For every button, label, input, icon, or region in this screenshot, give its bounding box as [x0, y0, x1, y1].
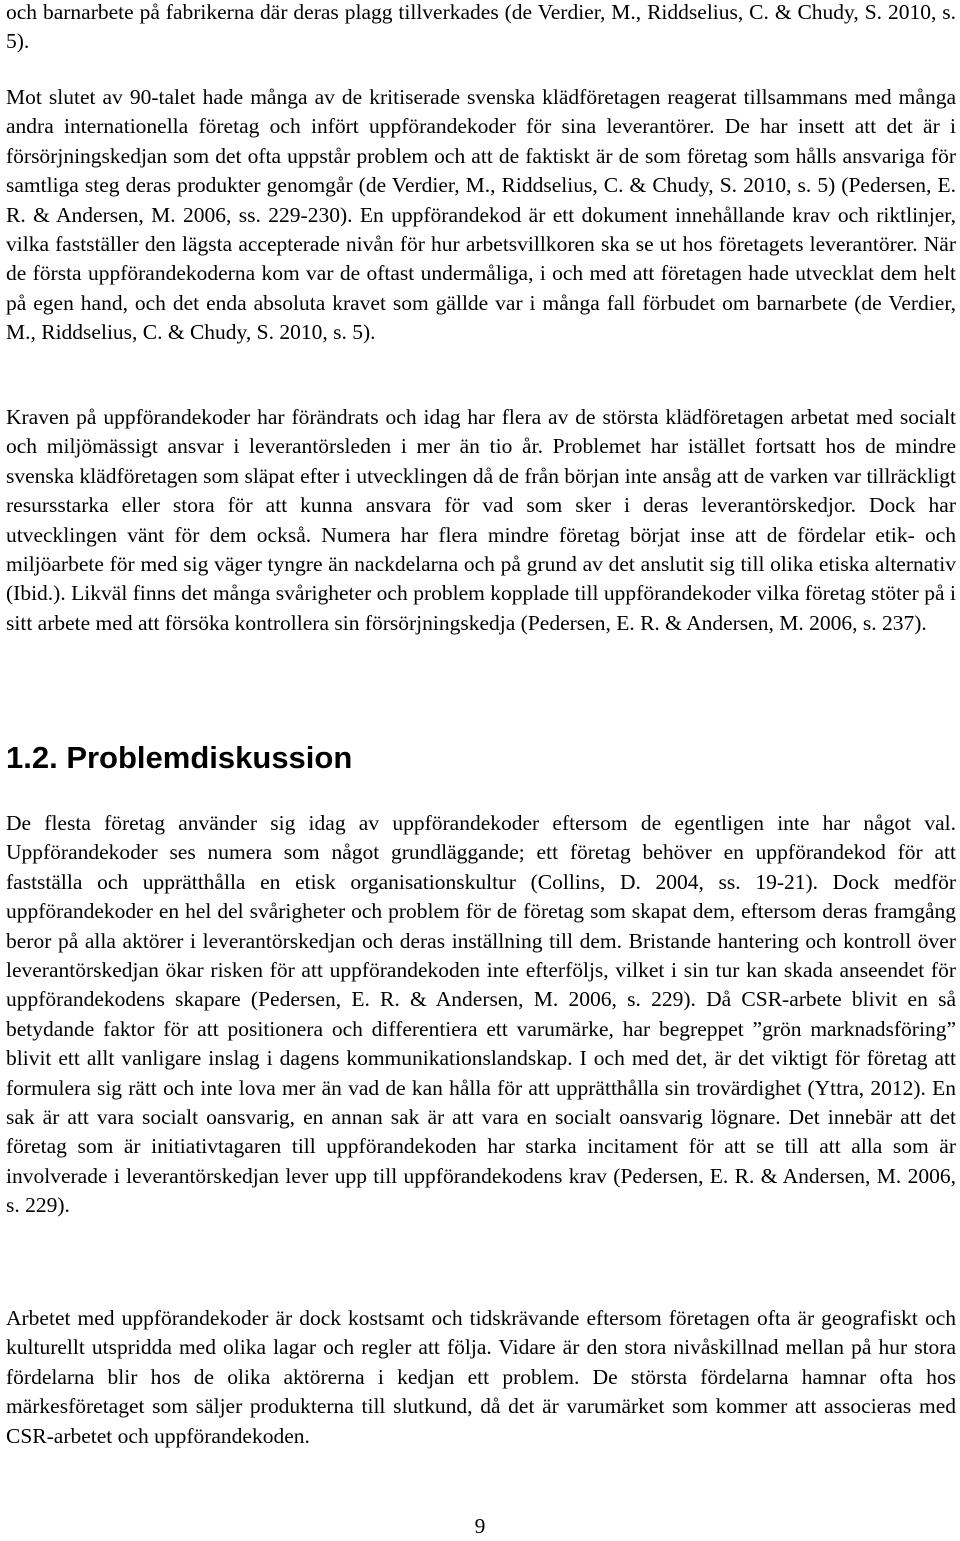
section-paragraph: Arbetet med uppförandekoder är dock kostsamt och tidskrävande eftersom företagen ofta är geografiskt och kulturellt utspridda med olika lagar och regler att följa. Vidare är den stora nivåskillnad mellan på hur stora fördelarna blir hos de olika aktörerna i kedjan ett problem. De största fördelarna hamnar ofta hos märkesföretaget som säljer produkterna till slutkund, då det är varumärket som kommer att associeras med CSR-arbetet och uppförandekoden.	[6, 1306, 956, 1448]
section-heading: 1.2. Problemdiskussion	[6, 740, 353, 775]
page-number: 9	[474, 1514, 486, 1538]
body-paragraph: Kraven på uppförandekoder har förändrats och idag har flera av de största klädföretagen arbetat med socialt och miljömässigt ansvar i leverantörsleden i mer än tio år. Problemet har istället fortsatt hos de mindre svenska klädföretagen som släpat efter i utvecklingen då de från början inte ansåg att de varken var tillräckligt resursstarka eller stora för att kunna ansvara för vad som sker i deras leverantörskedjor. Dock har utvecklingen vänt för dem också. Numera har flera mindre företag börjat inse att de fördelar etik- och miljöarbete för med sig väger tyngre än nackdelarna och på grund av det anslutit sig till olika etiska alternativ (Ibid.). Likväl finns det många svårigheter och problem kopplade till uppförandekoder vilka företag stöter på i sitt arbete med att försöka kontrollera sin försörjningskedja (Pedersen, E. R. & Andersen, M. 2006, s. 237).	[6, 405, 956, 635]
body-paragraph-continuation: och barnarbete på fabrikerna där deras plagg tillverkades (de Verdier, M., Riddselius, C. & Chudy, S. 2010, s. 5).	[6, 0, 956, 54]
body-paragraph: Mot slutet av 90-talet hade många av de kritiserade svenska klädföretagen reagerat tillsammans med många andra internationella företag och infört uppförandekoder för sina leverantörer. De har insett att det är i försörjningskedjan som det ofta uppstår problem och att de faktiskt är de som företag som hålls ansvariga för samtliga steg deras produkter genomgår (de Verdier, M., Riddselius, C. & Chudy, S. 2010, s. 5) (Pedersen, E. R. & Andersen, M. 2006, ss. 229-230). En uppförandekod är ett dokument innehållande krav och riktlinjer, vilka fastställer den lägsta accepterade nivån för hur arbetsvillkoren ska se ut hos företagets leverantörer. När de första uppförandekoderna kom var de oftast undermåliga, i och med att företagen hade utvecklat dem helt på egen hand, och det enda absoluta kravet som gällde var i många fall förbudet om barnarbete (de Verdier, M., Riddselius, C. & Chudy, S. 2010, s. 5).	[6, 85, 956, 345]
section-paragraph: De flesta företag använder sig idag av uppförandekoder eftersom de egentligen inte har något val. Uppförandekoder ses numera som något grundläggande; ett företag behöver en uppförandekod för att fastställa och upprätthålla en etisk organisationskultur (Collins, D. 2004, ss. 19-21). Dock medför uppförandekoder en hel del svårigheter och problem för de företag som skapat dem, eftersom deras framgång beror på alla aktörer i leverantörskedjan och deras inställning till dem. Bristande hantering och kontroll över leverantörskedjan ökar risken för att uppförandekoden inte efterföljs, vilket i sin tur kan skada anseendet för uppförandekodens skapare (Pedersen, E. R. & Andersen, M. 2006, s. 229). Då CSR-arbete blivit en så betydande faktor för att positionera och differentiera ett varumärke, har begreppet ”grön marknadsföring” blivit ett allt vanligare inslag i dagens kommunikationslandskap. I och med det, är det viktigt för företag att formulera sig rätt och inte lova mer än vad de kan hålla för att upprätthålla sin trovärdighet (Yttra, 2012). En sak är att vara socialt oansvarig, en annan sak är att vara en socialt oansvarig lögnare. Det innebär att det företag som är initiativtagaren till uppförandekoden har starka incitament för att se till att alla som är involverade i leverantörskedjan lever upp till uppförandekodens krav (Pedersen, E. R. & Andersen, M. 2006, s. 229).	[6, 811, 956, 1218]
